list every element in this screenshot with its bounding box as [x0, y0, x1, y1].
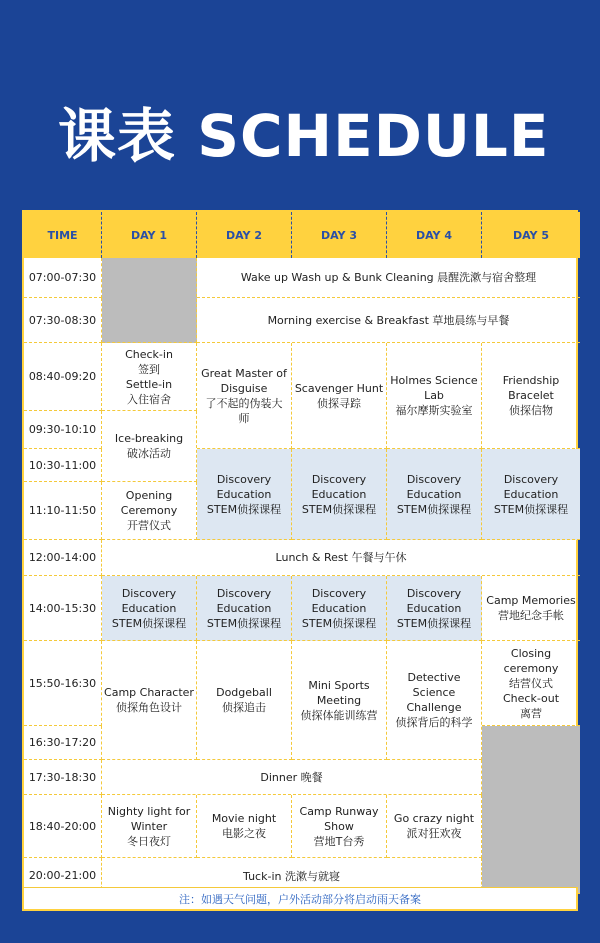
- day2-stem-pm-line: Discovery: [216, 586, 272, 600]
- day2-morning: [197, 343, 292, 449]
- schedule-table: [22, 210, 578, 911]
- day4-detective-science: [387, 641, 482, 760]
- day2-stem-am: [197, 449, 292, 540]
- day3-afternoon-line: Meeting: [316, 693, 362, 707]
- day3-mini-sports: [292, 641, 387, 760]
- header-time: TIME: [24, 212, 102, 258]
- day1-stem-line: Education: [121, 601, 177, 615]
- day1-empty-block: [102, 258, 197, 343]
- day2-stem-am-line: Education: [216, 487, 272, 501]
- day5-closing-line: Closing: [510, 646, 552, 660]
- day1-night-line: Nighty light for: [107, 804, 191, 818]
- day4-stem-am: [387, 449, 482, 540]
- time-slot: 12:00-14:00: [24, 540, 102, 576]
- day3-morning: [292, 343, 387, 449]
- all-days-lunch: Lunch & Rest 午餐与午休: [102, 540, 580, 576]
- day1-icebreaking-line: 破冰活动: [127, 447, 171, 460]
- day1-stem-line: Discovery: [121, 586, 177, 600]
- day2-night-line: Movie night: [211, 812, 277, 825]
- header-day1: DAY 1: [102, 212, 197, 258]
- header-day3: DAY 3: [292, 212, 387, 258]
- day5-stem-am: [482, 449, 580, 540]
- day1-checkin-line: Check-in: [125, 347, 173, 361]
- day5-morning-line: Bracelet: [508, 389, 554, 402]
- time-slot: 08:40-09:20: [24, 343, 102, 411]
- day2-morning-line: Great Master of: [201, 366, 287, 380]
- day1-opening-line: Ceremony: [120, 504, 178, 517]
- day4-stem-pm-line: Education: [406, 601, 462, 615]
- day5-closing: [482, 641, 580, 726]
- day4-stem-am-line: Discovery: [406, 472, 462, 486]
- day5-memories-line: Camp Memories: [486, 594, 576, 607]
- day4-night-line: Go crazy night: [393, 812, 475, 825]
- day4-morning-line: 福尔摩斯实验室: [395, 404, 473, 417]
- day1-camp-character: [102, 641, 197, 760]
- day4-afternoon-line: 侦探背后的科学: [395, 716, 473, 729]
- day4-afternoon-line: Science: [412, 686, 456, 699]
- day1-opening-line: 开营仪式: [127, 519, 171, 532]
- header-day5: DAY 5: [482, 212, 580, 258]
- day2-morning-line: 了不起的伪装大: [205, 396, 283, 410]
- day1-checkin: [102, 343, 197, 411]
- day3-afternoon-line: Mini Sports: [308, 678, 370, 692]
- time-slot: 07:00-07:30: [24, 258, 102, 298]
- day5-memories-line: 营地纪念手帐: [498, 609, 564, 622]
- day3-morning-line: 侦探寻踪: [316, 396, 361, 410]
- day4-stem-pm: [387, 576, 482, 641]
- all-days-dinner: Dinner 晚餐: [102, 760, 482, 795]
- day3-stem-pm-line: Education: [311, 601, 367, 615]
- day2-morning-line: 师: [238, 411, 250, 425]
- day5-stem-am-line: Education: [503, 487, 559, 501]
- day2-morning-line: Disguise: [220, 381, 268, 395]
- day1-checkin-line: 签到: [138, 362, 160, 376]
- day3-night-line: Camp Runway: [299, 804, 379, 818]
- day2-dodgeball: [197, 641, 292, 760]
- day2-stem-am-line: STEM侦探课程: [206, 502, 282, 516]
- day5-morning-line: Friendship: [502, 374, 560, 387]
- day2-night: [197, 795, 292, 858]
- day5-closing-line: Check-out: [502, 691, 560, 705]
- day4-night-line: 派对狂欢夜: [406, 827, 462, 840]
- day3-night-line: Show: [324, 819, 354, 833]
- day3-morning-line: Scavenger Hunt: [294, 381, 384, 395]
- all-days-wake-up: Wake up Wash up & Bunk Cleaning 晨醒洗漱与宿舍整理: [197, 258, 580, 298]
- day1-night-line: 冬日夜灯: [127, 834, 171, 848]
- time-slot: 11:10-11:50: [24, 482, 102, 540]
- day3-stem-pm-line: Discovery: [311, 586, 367, 600]
- day4-morning-line: Holmes Science: [390, 374, 478, 387]
- day1-icebreaking: [102, 411, 197, 482]
- time-slot: 09:30-10:10: [24, 411, 102, 449]
- day1-night: [102, 795, 197, 858]
- page-title: 课表 SCHEDULE: [58, 102, 550, 170]
- day4-stem-pm-line: Discovery: [406, 586, 462, 600]
- time-slot: 07:30-08:30: [24, 298, 102, 343]
- day4-afternoon-line: Challenge: [406, 701, 462, 714]
- day3-stem-pm-line: STEM侦探课程: [301, 616, 377, 630]
- day4-morning-line: Lab: [424, 389, 444, 402]
- day4-stem-pm-line: STEM侦探课程: [396, 616, 472, 630]
- day5-closing-line: 离营: [520, 706, 542, 720]
- day3-night: [292, 795, 387, 858]
- all-days-tuck-in: Tuck-in 洗漱与就寝: [102, 858, 482, 894]
- time-slot: 14:00-15:30: [24, 576, 102, 641]
- day3-stem-pm: [292, 576, 387, 641]
- day3-stem-am-line: Discovery: [311, 472, 367, 486]
- day4-stem-am-line: Education: [406, 487, 462, 501]
- header-day4: DAY 4: [387, 212, 482, 258]
- all-days-morning: Morning exercise & Breakfast 草地晨练与早餐: [197, 298, 580, 343]
- time-slot: 18:40-20:00: [24, 795, 102, 858]
- weather-note: 注：如遇天气问题，户外活动部分将启动雨天备案: [22, 887, 578, 911]
- day5-morning: [482, 343, 580, 449]
- day4-afternoon-line: Detective: [407, 671, 461, 684]
- day1-stem-line: STEM侦探课程: [111, 616, 187, 630]
- day2-stem-pm: [197, 576, 292, 641]
- day2-night-line: 电影之夜: [221, 827, 266, 840]
- day3-stem-am-line: Education: [311, 487, 367, 501]
- time-slot: 15:50-16:30: [24, 641, 102, 726]
- day4-night: [387, 795, 482, 858]
- day5-stem-am-line: STEM侦探课程: [493, 502, 569, 516]
- day3-night-line: 营地T台秀: [313, 834, 365, 848]
- day5-morning-line: 侦探信物: [508, 404, 553, 417]
- day5-camp-memories: [482, 576, 580, 641]
- day1-character-line: 侦探角色设计: [116, 701, 182, 714]
- time-slot: 10:30-11:00: [24, 449, 102, 482]
- day1-night-line: Winter: [130, 819, 168, 833]
- day5-closing-line: ceremony: [503, 661, 559, 675]
- day2-stem-pm-line: STEM侦探课程: [206, 616, 282, 630]
- day5-closing-line: 结营仪式: [509, 676, 553, 690]
- day2-afternoon-line: 侦探追击: [222, 701, 266, 714]
- day4-stem-am-line: STEM侦探课程: [396, 502, 472, 516]
- time-slot: 17:30-18:30: [24, 760, 102, 795]
- day3-stem-am: [292, 449, 387, 540]
- day4-morning: [387, 343, 482, 449]
- time-slot: 20:00-21:00: [24, 858, 102, 894]
- day2-afternoon-line: Dodgeball: [216, 686, 272, 699]
- day1-icebreaking-line: Ice-breaking: [114, 432, 184, 445]
- day1-checkin-line: 入住宿舍: [127, 392, 171, 406]
- day5-stem-am-line: Discovery: [503, 472, 559, 486]
- day3-afternoon-line: 侦探体能训练营: [300, 708, 378, 722]
- header-day2: DAY 2: [197, 212, 292, 258]
- day3-stem-am-line: STEM侦探课程: [301, 502, 377, 516]
- day1-checkin-line: Settle-in: [125, 377, 173, 391]
- day1-character-line: Camp Character: [104, 686, 194, 699]
- time-slot: 16:30-17:20: [24, 726, 102, 760]
- day1-opening-line: Opening: [125, 489, 173, 502]
- day5-empty-block: [482, 726, 580, 894]
- day1-stem-pm: [102, 576, 197, 641]
- day2-stem-pm-line: Education: [216, 601, 272, 615]
- day2-stem-am-line: Discovery: [216, 472, 272, 486]
- day1-opening: [102, 482, 197, 540]
